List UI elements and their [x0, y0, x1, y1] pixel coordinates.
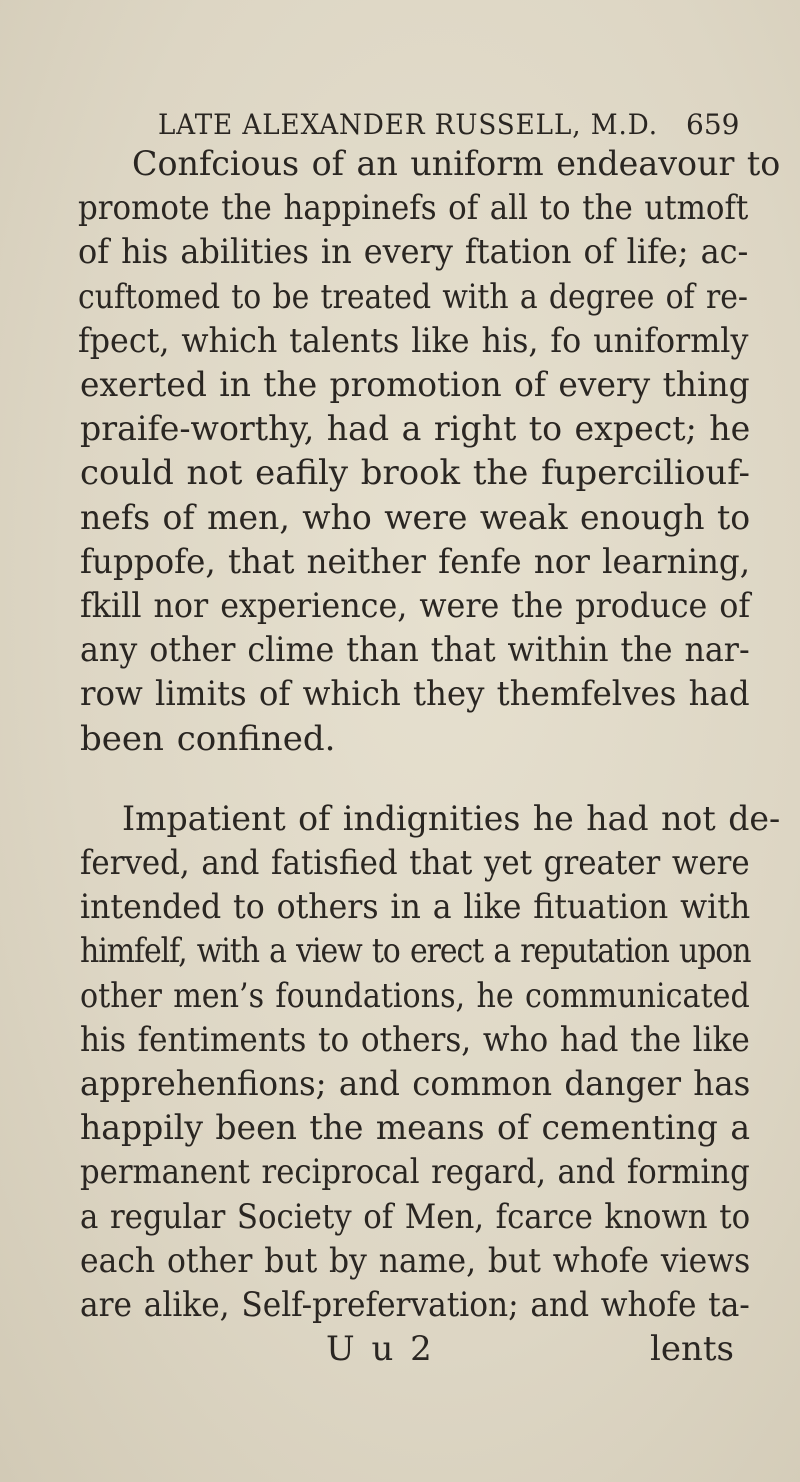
- text-line: happily been the means of cementing a: [80, 1108, 751, 1149]
- text-line: could not eafily brook the fuperciliouf-: [80, 453, 751, 494]
- text-line: fuppofe, that neither fenfe nor learning,: [80, 541, 751, 582]
- text-line: Confcious of an uniform endeavour to: [132, 144, 781, 184]
- text-line: fkill nor experience, were the produce of: [80, 586, 751, 626]
- text-line: nefs of men, who were weak enough to: [80, 497, 751, 538]
- text-line: been confined.: [80, 718, 336, 759]
- text-line: any other clime than that within the nar-: [80, 630, 750, 671]
- text-line: other men’s foundations, he communicated: [80, 975, 750, 1016]
- text-line: his fentiments to others, who had the like: [80, 1019, 750, 1060]
- text-line: promote the happinefs of all to the utmoft: [78, 188, 749, 229]
- signature-mark: U u 2: [326, 1329, 435, 1370]
- text-line: fpect, which talents like his, fo uniformly: [78, 320, 749, 361]
- text-line: row limits of which they themfelves had: [80, 674, 750, 715]
- text-line: praife-worthy, had a right to expect; he: [80, 409, 751, 450]
- text-line: exerted in the promotion of every thing: [80, 365, 750, 405]
- page-header: [0, 108, 800, 148]
- text-line: intended to others in a like fituation with: [80, 887, 751, 928]
- text-line: himfelf, with a view to erect a reputation upon: [80, 931, 751, 972]
- running-head: LATE ALEXANDER RUSSELL, M.D.: [158, 108, 658, 141]
- text-line: each other but by name, but whofe views: [80, 1240, 751, 1281]
- page-footer: [0, 1329, 800, 1373]
- text-line: a regular Society of Men, fcarce known to: [80, 1196, 751, 1237]
- catchword: lents: [650, 1329, 735, 1370]
- text-line: cuftomed to be treated with a degree of re-: [78, 276, 748, 317]
- text-line: of his abilities in every ftation of life; ac-: [78, 232, 749, 273]
- text-line: ferved, and fatisfied that yet greater were: [80, 843, 750, 883]
- text-line: apprehenfions; and common danger has: [80, 1064, 751, 1104]
- text-line: Impatient of indignities he had not de-: [122, 798, 781, 839]
- text-line: permanent reciprocal regard, and forming: [80, 1152, 750, 1193]
- page-number: 659: [686, 108, 740, 141]
- text-line: are alike, Self-prefervation; and whofe ta-: [80, 1285, 750, 1325]
